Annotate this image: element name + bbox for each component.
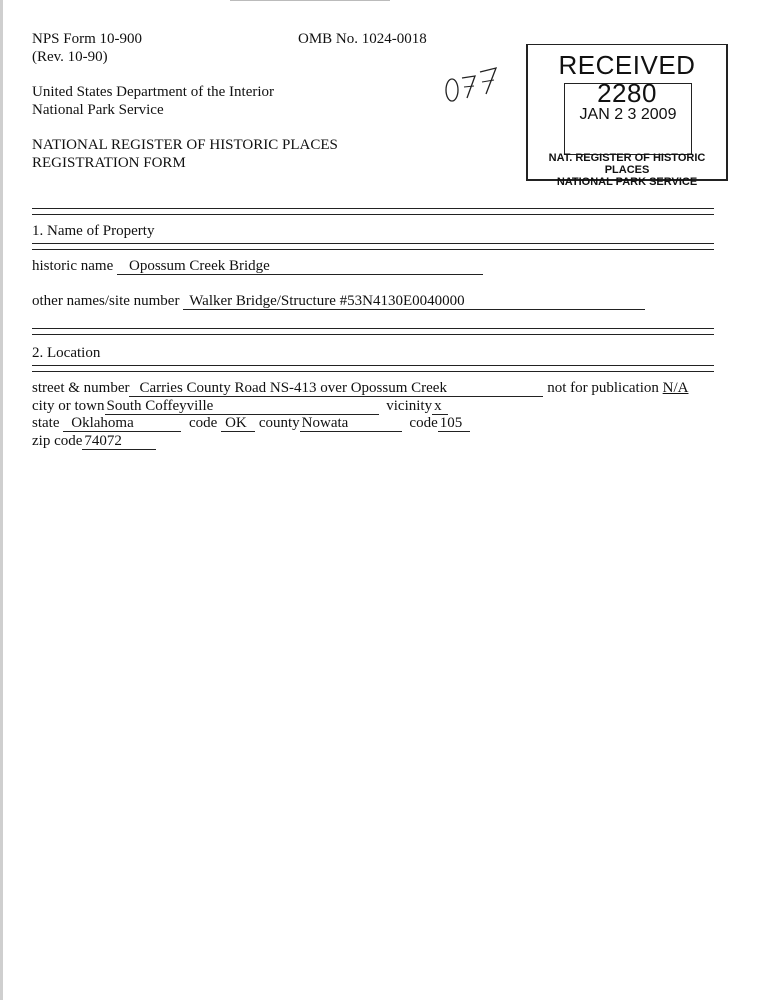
double-rule <box>32 365 714 372</box>
county-code-field[interactable]: 105 <box>438 416 470 432</box>
other-names-field[interactable]: Walker Bridge/Structure #53N4130E0040000 <box>183 294 645 310</box>
city-field[interactable]: South Coffeyville <box>105 399 379 415</box>
stamp-date-box <box>564 83 692 155</box>
stamp-footer-line1: NAT. REGISTER OF HISTORIC PLACES <box>548 152 706 176</box>
form-title-line1: NATIONAL REGISTER OF HISTORIC PLACES <box>32 137 338 153</box>
handwritten-number <box>442 58 502 108</box>
form-title-line2: REGISTRATION FORM <box>32 155 186 171</box>
city-label: city or town <box>32 398 105 414</box>
historic-name-field[interactable]: Opossum Creek Bridge <box>117 259 483 275</box>
department-line: United States Department of the Interior <box>32 84 275 100</box>
state-row <box>32 414 470 432</box>
street-label: street & number <box>32 380 130 396</box>
zip-row <box>32 432 156 450</box>
county-field[interactable]: Nowata <box>300 416 402 432</box>
not-for-publication-label: not for publication <box>547 380 659 396</box>
agency-line: National Park Service <box>32 102 164 118</box>
form-revision: (Rev. 10-90) <box>32 49 108 65</box>
scan-edge <box>0 0 3 1000</box>
section-heading-location: 2. Location <box>32 345 101 361</box>
stamp-title: RECEIVED 2280 <box>558 50 696 108</box>
city-row <box>32 397 448 415</box>
omb-number: OMB No. 1024-0018 <box>298 31 427 47</box>
scan-artifact <box>230 0 390 1</box>
state-code-label: code <box>189 415 218 431</box>
form-number: NPS Form 10-900 <box>32 31 143 47</box>
other-names-label: other names/site number <box>32 293 180 309</box>
double-rule <box>32 328 714 335</box>
state-code-field[interactable]: OK <box>221 416 255 432</box>
other-names-row <box>32 292 645 310</box>
county-code-label: code <box>409 415 438 431</box>
stamp-date: JAN 2 3 2009 <box>579 106 677 123</box>
county-label: county <box>258 415 300 431</box>
zip-field[interactable]: 74072 <box>82 434 156 450</box>
historic-name-row <box>32 257 483 275</box>
historic-name-label: historic name <box>32 258 114 274</box>
double-rule <box>32 243 714 250</box>
state-field[interactable]: Oklahoma <box>63 416 181 432</box>
state-label: state <box>32 415 60 431</box>
vicinity-label: vicinity <box>386 398 433 414</box>
not-for-publication-field[interactable]: N/A <box>662 380 689 396</box>
stamp-footer-line2: NATIONAL PARK SERVICE <box>556 176 698 188</box>
zip-label: zip code <box>32 433 83 449</box>
stamp-footer <box>528 152 726 188</box>
street-row <box>32 379 688 397</box>
received-stamp <box>526 44 728 188</box>
street-field[interactable]: Carries County Road NS-413 over Opossum Creek <box>129 381 543 397</box>
double-rule <box>32 208 714 215</box>
vicinity-field[interactable]: x <box>432 399 448 415</box>
section-heading-name: 1. Name of Property <box>32 223 155 239</box>
